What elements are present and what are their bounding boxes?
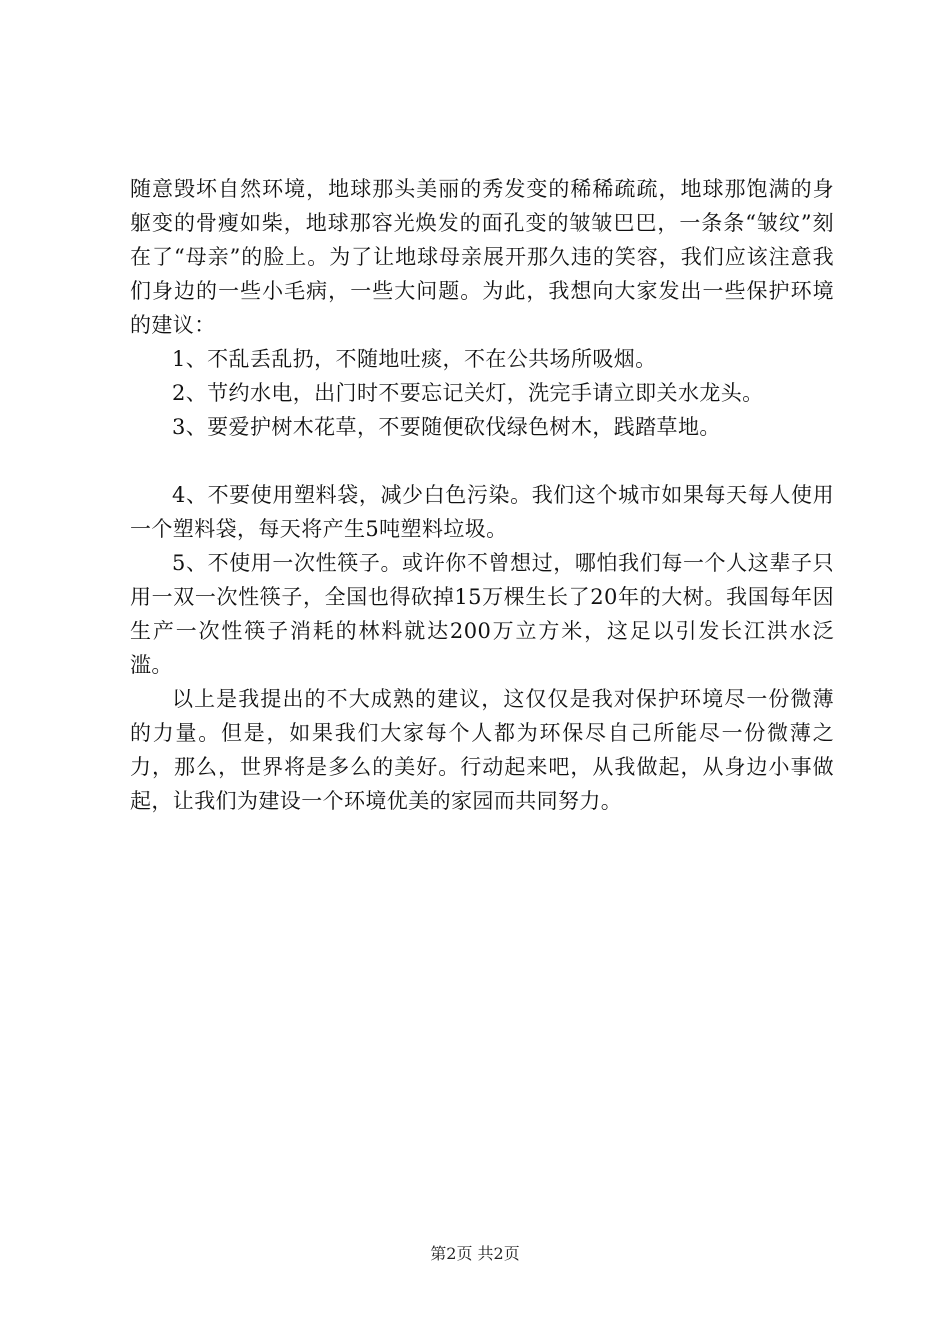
intro-paragraph: 随意毁坏自然环境，地球那头美丽的秀发变的稀稀疏疏，地球那饱满的身躯变的骨瘦如柴，地球那容光焕发的面孔变的皱皱巴巴，一条条“皱纹”刻在了“母亲”的脸上。为了让地球母亲展开那久违的笑容，我们应该注意我们身边的一些小毛病，一些大问题。为此，我想向大家发出一些保护环境的建议：: [130, 177, 834, 337]
suggestion-2: 2、节约水电，出门时不要忘记关灯，洗完手请立即关水龙头。: [172, 381, 764, 405]
suggestion-5: 5、不使用一次性筷子。或许你不曾想过，哪怕我们每一个人这辈子只用一双一次性筷子，全国也得砍掉15万棵生长了20年的大树。我国每年因生产一次性筷子消耗的林料就达200万立方米，这足以引发长江洪水泛滥。: [130, 551, 834, 677]
suggestion-3: 3、要爱护树木花草，不要随便砍伐绿色树木，践踏草地。: [172, 415, 721, 439]
suggestion-1: 1、不乱丢乱扔，不随地吐痰，不在公共场所吸烟。: [172, 347, 657, 371]
page-number-footer: 第2页 共2页: [430, 1244, 520, 1263]
closing-paragraph: 以上是我提出的不大成熟的建议，这仅仅是我对保护环境尽一份微薄的力量。但是，如果我们大家每个人都为环保尽自己所能尽一份微薄之力，那么，世界将是多么的美好。行动起来吧，从我做起，从身边小事做起，让我们为建设一个环境优美的家园而共同努力。: [130, 687, 834, 813]
document-body: [130, 172, 834, 818]
suggestion-4: 4、不要使用塑料袋，减少白色污染。我们这个城市如果每天每人使用一个塑料袋，每天将产生5吨塑料垃圾。: [130, 483, 834, 541]
blank-line: [130, 444, 834, 478]
